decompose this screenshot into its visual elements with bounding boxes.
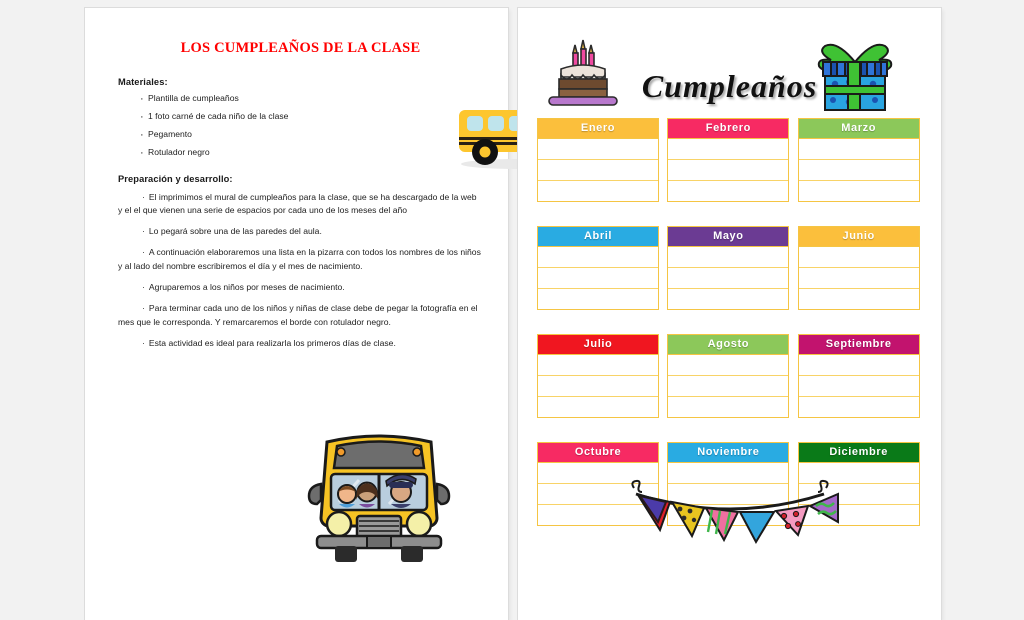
month-entry-row[interactable] [799, 181, 919, 201]
month-block [537, 226, 659, 310]
activity-document [118, 40, 483, 358]
month-entry-row[interactable] [799, 397, 919, 417]
month-entry-row[interactable] [799, 247, 919, 268]
month-block [537, 334, 659, 418]
month-header: Octubre [537, 442, 659, 463]
month-entry-row[interactable] [538, 160, 658, 181]
month-header: Agosto [667, 334, 789, 355]
month-entry-row[interactable] [538, 289, 658, 309]
month-entry-row[interactable] [799, 289, 919, 309]
month-entry-row[interactable] [538, 268, 658, 289]
month-entry-row[interactable] [538, 247, 658, 268]
materials-list [118, 94, 483, 158]
month-entry-row[interactable] [668, 247, 788, 268]
school-bus-front-icon [301, 424, 457, 564]
month-block [667, 118, 789, 202]
month-entry-row[interactable] [668, 355, 788, 376]
month-entry-row[interactable] [538, 355, 658, 376]
month-entry-row[interactable] [799, 376, 919, 397]
month-entry-row[interactable] [668, 181, 788, 201]
month-header: Septiembre [798, 334, 920, 355]
month-entry-rows [798, 247, 920, 310]
step-paragraph: · Agruparemos a los niños por meses de nacimiento. [118, 281, 483, 295]
month-entry-row[interactable] [538, 376, 658, 397]
month-entry-row[interactable] [668, 160, 788, 181]
month-entry-rows [667, 139, 789, 202]
step-paragraph: · El imprimimos el mural de cumpleaños para la clase, que se ha descargado de la web y el el que vienen una serie de espacios por cada uno de los meses del año [118, 191, 483, 219]
month-block [667, 334, 789, 418]
months-grid [537, 118, 922, 526]
month-header: Febrero [667, 118, 789, 139]
birthday-chart-page-right [518, 8, 941, 620]
month-entry-rows [667, 355, 789, 418]
month-entry-rows [798, 355, 920, 418]
page-title: LOS CUMPLEAÑOS DE LA CLASE [180, 40, 421, 56]
month-header: Enero [537, 118, 659, 139]
month-entry-row[interactable] [799, 139, 919, 160]
month-entry-row[interactable] [668, 268, 788, 289]
month-header: Noviembre [667, 442, 789, 463]
materials-heading: Materiales: [118, 77, 168, 87]
month-header: Marzo [798, 118, 920, 139]
step-paragraph: · Esta actividad es ideal para realizarla los primeros días de clase. [118, 337, 483, 351]
step-paragraph: · Para terminar cada uno de los niños y niñas de clase debe de pegar la fotografía en el mes que le corresponda. Y remarcaremos el borde con rotulador negro. [118, 302, 483, 330]
month-entry-rows [537, 355, 659, 418]
month-entry-row[interactable] [538, 397, 658, 417]
month-entry-rows [537, 139, 659, 202]
month-entry-row[interactable] [668, 376, 788, 397]
calendar-title: Cumpleaños [641, 68, 818, 104]
month-entry-row[interactable] [538, 181, 658, 201]
month-entry-row[interactable] [668, 289, 788, 309]
step-paragraph: · Lo pegará sobre una de las paredes del aula. [118, 225, 483, 239]
month-entry-row[interactable] [668, 139, 788, 160]
month-entry-rows [667, 247, 789, 310]
month-header: Junio [798, 226, 920, 247]
month-header: Julio [537, 334, 659, 355]
month-entry-row[interactable] [799, 268, 919, 289]
worksheet-page-left [85, 8, 508, 620]
month-block [798, 118, 920, 202]
preparation-heading: Preparación y desarrollo: [118, 173, 233, 184]
month-header: Mayo [667, 226, 789, 247]
month-block [798, 334, 920, 418]
list-item: · Plantilla de cumpleaños [118, 94, 483, 104]
month-block [667, 226, 789, 310]
month-entry-rows [537, 247, 659, 310]
month-entry-row[interactable] [668, 397, 788, 417]
list-item: · Rotulador negro [118, 148, 483, 158]
month-header: Diciembre [798, 442, 920, 463]
month-entry-row[interactable] [538, 139, 658, 160]
birthday-calendar [518, 8, 941, 620]
list-item: · 1 foto carné de cada niño de la clase [118, 112, 483, 122]
month-block [537, 118, 659, 202]
month-entry-rows [798, 139, 920, 202]
month-entry-row[interactable] [799, 355, 919, 376]
step-paragraph: · A continuación elaboraremos una lista en la pizarra con todos los nombres de los niños y al lado del nombre escribiremos el día y el mes de nacimiento. [118, 246, 483, 274]
month-header: Abril [537, 226, 659, 247]
month-entry-row[interactable] [799, 160, 919, 181]
party-bunting-icon [620, 478, 840, 550]
month-block [798, 226, 920, 310]
list-item: · Pegamento [118, 130, 483, 140]
